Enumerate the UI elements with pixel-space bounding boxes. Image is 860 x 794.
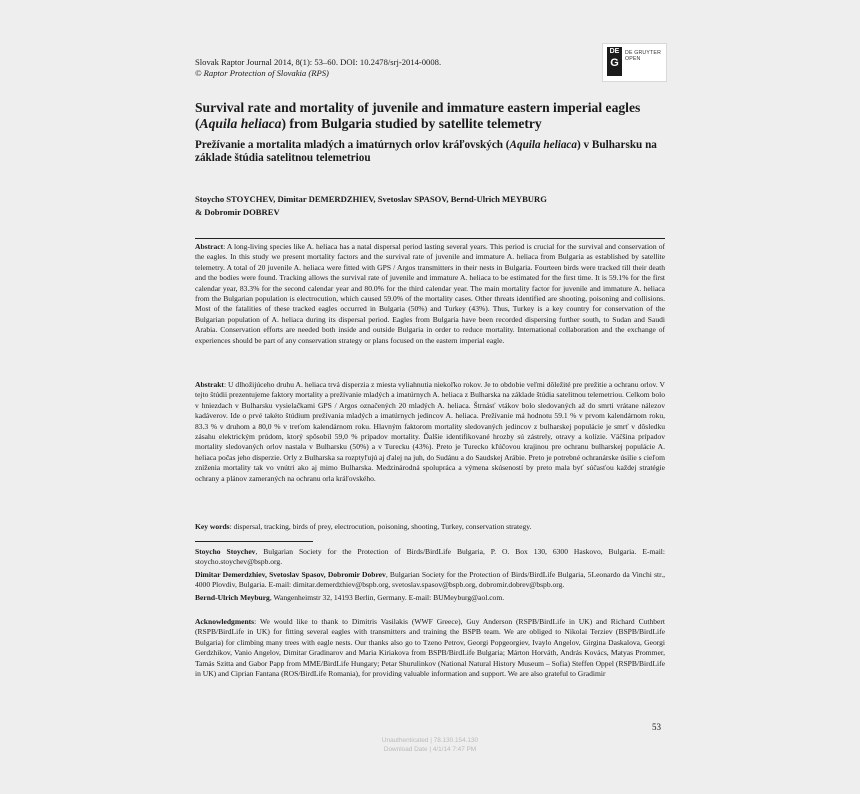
affiliation-item: Dimitar Demerdzhiev, Svetoslav Spasov, Dobromir Dobrev, Bulgarian Society for the Protection of Birds/BirdLife Bulgaria, 5Leonardo da Vinchi str., 4000 Plovdiv, Bulgaria. E-mail: dimitar.demerdzhiev@bspb.org, svetoslav.spasov@bspb.org, dobromir.dobrev@bspb.org.: [195, 569, 666, 590]
download-watermark: Unauthenticated | 78.130.154.130 Download Date | 4/1/14 7:47 PM: [381, 737, 479, 753]
page-number: 53: [652, 722, 661, 732]
abstract-slovak: Abstrakt: U dlhožijúceho druhu A. heliaca trvá disperzia z miesta vyliahnutia niekoľko rokov. Je to obdobie veľmi dôležité pre prežitie a ochranu orlov. V tejto štúdii prezentujeme faktory mortality a prežívanie mladých a imatúrnych A. heliaca z Bulharska na základe štúdia satelitnou telemetriou. Celkom bolo v hniezdach v Bulharsku vysielačkami GPS / Argos označených 20 mladých A. heliaca. Štrnásť vtákov bolo sledovaných až do smrti vrátane nálezov kadáverov. Ide o prvé takéto štúdium prežívania mladých a imatúrnych jedincov A. heliaca. Prežívanie má hodnotu 59.1 % v prvom kalendárnom roku, 83.3 % v druhom a 80,0 % v treťom kalendárnom roku. Hlavným faktorom mortality sledovaných jedincov z bulharskej populácie je smrť v dôsledku zásahu elektrickým prúdom, ktorý spôsobil 59,0 % prípadov mortality. Ďalšie identifikované hrozby sú zástrely, otravy a kolízie. Väčšina prípadov mortality sledovaných orlov nastala v Bulharsku (50%) a v Turecku (43%). Preto je Turecko kľúčovou krajinou pre ochranu bulharskej populácie A. heliaca počas jeho disperzie. Orly z Bulharska sa rozptyľujú aj ďalej na juh, do Sudánu a do Saudskej Arábie. Preto je potrebné ochranárske úsilie s cieľom zníženia mortality tak vo vnútri ako aj mimo Bulharska. Medzinárodná spolupráca a výmena skúseností by preto mala byť súčasťou každej stratégie ochrany a plánov zameraných na ochranu orla kráľovského.: [195, 380, 665, 483]
journal-citation: Slovak Raptor Journal 2014, 8(1): 53–60. DOI: 10.2478/srj-2014-0008.: [195, 57, 442, 67]
affiliations: [195, 547, 665, 605]
paper-subtitle: Prežívanie a mortalita mladých a imatúrnych orlov kráľovských (Aquila heliaca) v Bulharsku na základe štúdia satelitnou telemetriou: [195, 139, 657, 164]
divider: [195, 238, 665, 239]
journal-header: [195, 57, 441, 79]
affiliation-item: Stoycho Stoychev, Bulgarian Society for the Protection of Birds/BirdLife Bulgaria, P. O. Box 130, 6300 Haskovo, Bulgaria. E-mail: stoycho.stoychev@bspb.org.: [195, 547, 665, 567]
affiliation-item: Bernd-Ulrich Meyburg, Wangenheimstr 32, 14193 Berlin, Germany. E-mail: BUMeyburg@aol.com.: [195, 592, 505, 602]
journal-copyright: © Raptor Protection of Slovakia (RPS): [195, 68, 329, 78]
keywords: Key words: dispersal, tracking, birds of prey, electrocution, poisoning, shooting, Turkey, conservation strategy.: [195, 522, 532, 531]
acknowledgments: Acknowledgments: We would like to thank to Dimitris Vasilakis (WWF Greece), Guy Anderson (RSPB/BirdLife in UK) and Richard Cuthbert (RSPB/BirdLife in UK) for fitting several eagles with transmitters and training the BSPB team. We are obliged to Nikolai Terziev (BSPB/BirdLife Bulgaria) for climbing many trees with eagle nests. Our thanks also go to Tzeno Petrov, Georgi Popgeorgiev, Ivaylo Angelov, Girgina Daskalova, Georgi Gerdzhikov, Vanio Angelov, Dimitar Gradinarov and Maria Kiriakova from BSPB/BirdLife Bulgaria; Márton Horváth, András Kovács, Matyas Prommer, Tamás Szitta and Gabor Papp from MME/BirdLife Hungary; Petar Shurulinkov (National Natural History Museum – Sofia) Steffen Oppel (RSPB/BirdLife in UK) and Ciprian Fantana (ROS/BirdLife Romania), for providing valuable information and support. We are also grateful to Gradimir: [195, 617, 665, 679]
abstract-english: Abstract: A long-living species like A. heliaca has a natal dispersal period lasting several years. This period is crucial for the survival and conservation of the eagles. In this study we present mortality factors and the survival rate of juvenile and immature A. heliaca from Bulgaria as established by satellite telemetry. A total of 20 juvenile A. heliaca were fitted with GPS / Argos transmitters in their nests in Bulgaria. Fourteen birds were tracked till their death and the bodies were found. Tracking allows the survival rate of juvenile and immature A. heliaca to be estimated for the first time. It is 59.1% for the first calendar year, 83.3% for the second calendar year and 80.0% for the third calendar year. The main mortality factor for juvenile and immature A. heliaca from the Bulgarian population is electrocution, which caused 59.0% of the mortality cases. Other threats identified are shooting, poisoning and collisions. Most of the fatalities of these tracked eagles occurred in Bulgaria (50%) and Turkey (43%). Thus, Turkey is a key country for conservation of the Bulgarian population of A. heliaca during its dispersal period. Eagles from Bulgaria have been recorded dispersing further south, to Sudan and Saudi Arabia. Conservation efforts are needed both inside and outside Bulgaria in order to reduce mortality. International collaboration and the exchange of experiences should be part of any conservation strategy or plans focused on the eastern imperial eagle.: [195, 242, 665, 345]
publisher-logo-mark: DE G: [607, 47, 622, 76]
publisher-name: DE GRUYTER OPEN: [625, 50, 662, 62]
author-list: Stoycho STOYCHEV, Dimitar DEMERDZHIEV, Svetoslav SPASOV, Bernd-Ulrich MEYBURG & Dobromir DOBREV: [195, 194, 547, 217]
paper-title: Survival rate and mortality of juvenile and immature eastern imperial eagles (Aquila heliaca) from Bulgaria studied by satellite telemetry: [195, 100, 641, 131]
footnote-divider: [195, 541, 313, 542]
publisher-logo: [602, 43, 667, 82]
